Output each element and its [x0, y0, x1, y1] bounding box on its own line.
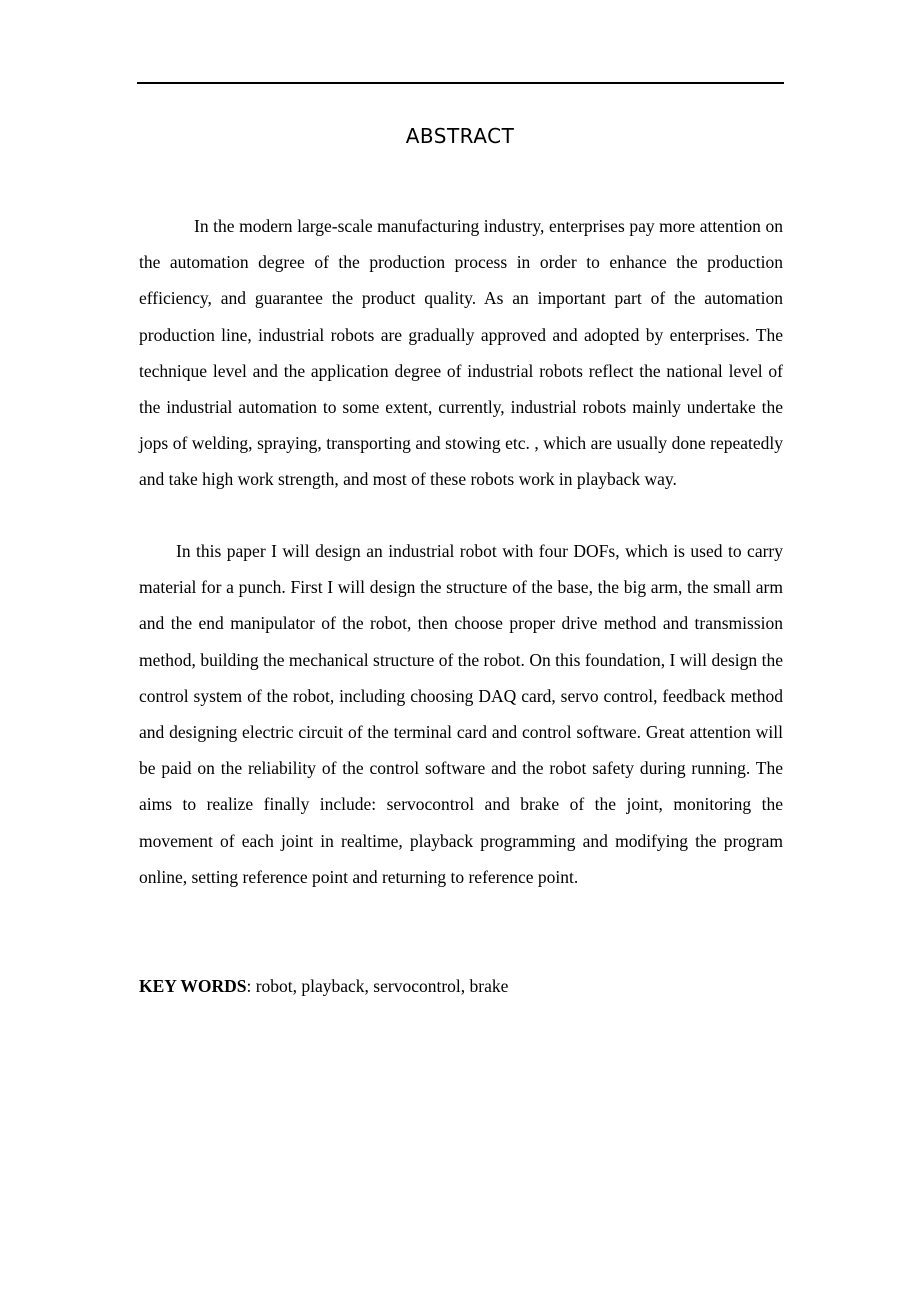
abstract-paragraph-1: In the modern large-scale manufacturing industry, enterprises pay more attention on the automation degree of the production process in order to enhance the production efficiency, and guarantee the product quality. As an important part of the automation production line, industrial robots are gradually approved and adopted by enterprises. The technique level and the application degree of industrial robots reflect the national level of the industrial automation to some extent, currently, industrial robots mainly undertake the jops of welding, spraying, transporting and stowing etc. , which are usually done repeatedly and take high work strength, and most of these robots work in playback way. — [139, 216, 783, 490]
keywords-line — [139, 972, 783, 1000]
keywords-label: KEY WORDS — [139, 976, 247, 996]
keywords-text: : robot, playback, servocontrol, brake — [246, 976, 509, 996]
abstract-title: ABSTRACT — [405, 124, 515, 148]
header-rule — [137, 82, 784, 84]
abstract-paragraph-2: In this paper I will design an industrial robot with four DOFs, which is used to carry material for a punch. First I will design the structure of the base, the big arm, the small arm and the end manipulator of the robot, then choose proper drive method and transmission method, building the mechanical structure of the robot. On this foundation, I will design the control system of the robot, including choosing DAQ card, servo control, feedback method and designing electric circuit of the terminal card and control software. Great attention will be paid on the reliability of the control software and the robot safety during running. The aims to realize finally include: servocontrol and brake of the joint, monitoring the movement of each joint in realtime, playback programming and modifying the program online, setting reference point and returning to reference point. — [139, 541, 783, 887]
